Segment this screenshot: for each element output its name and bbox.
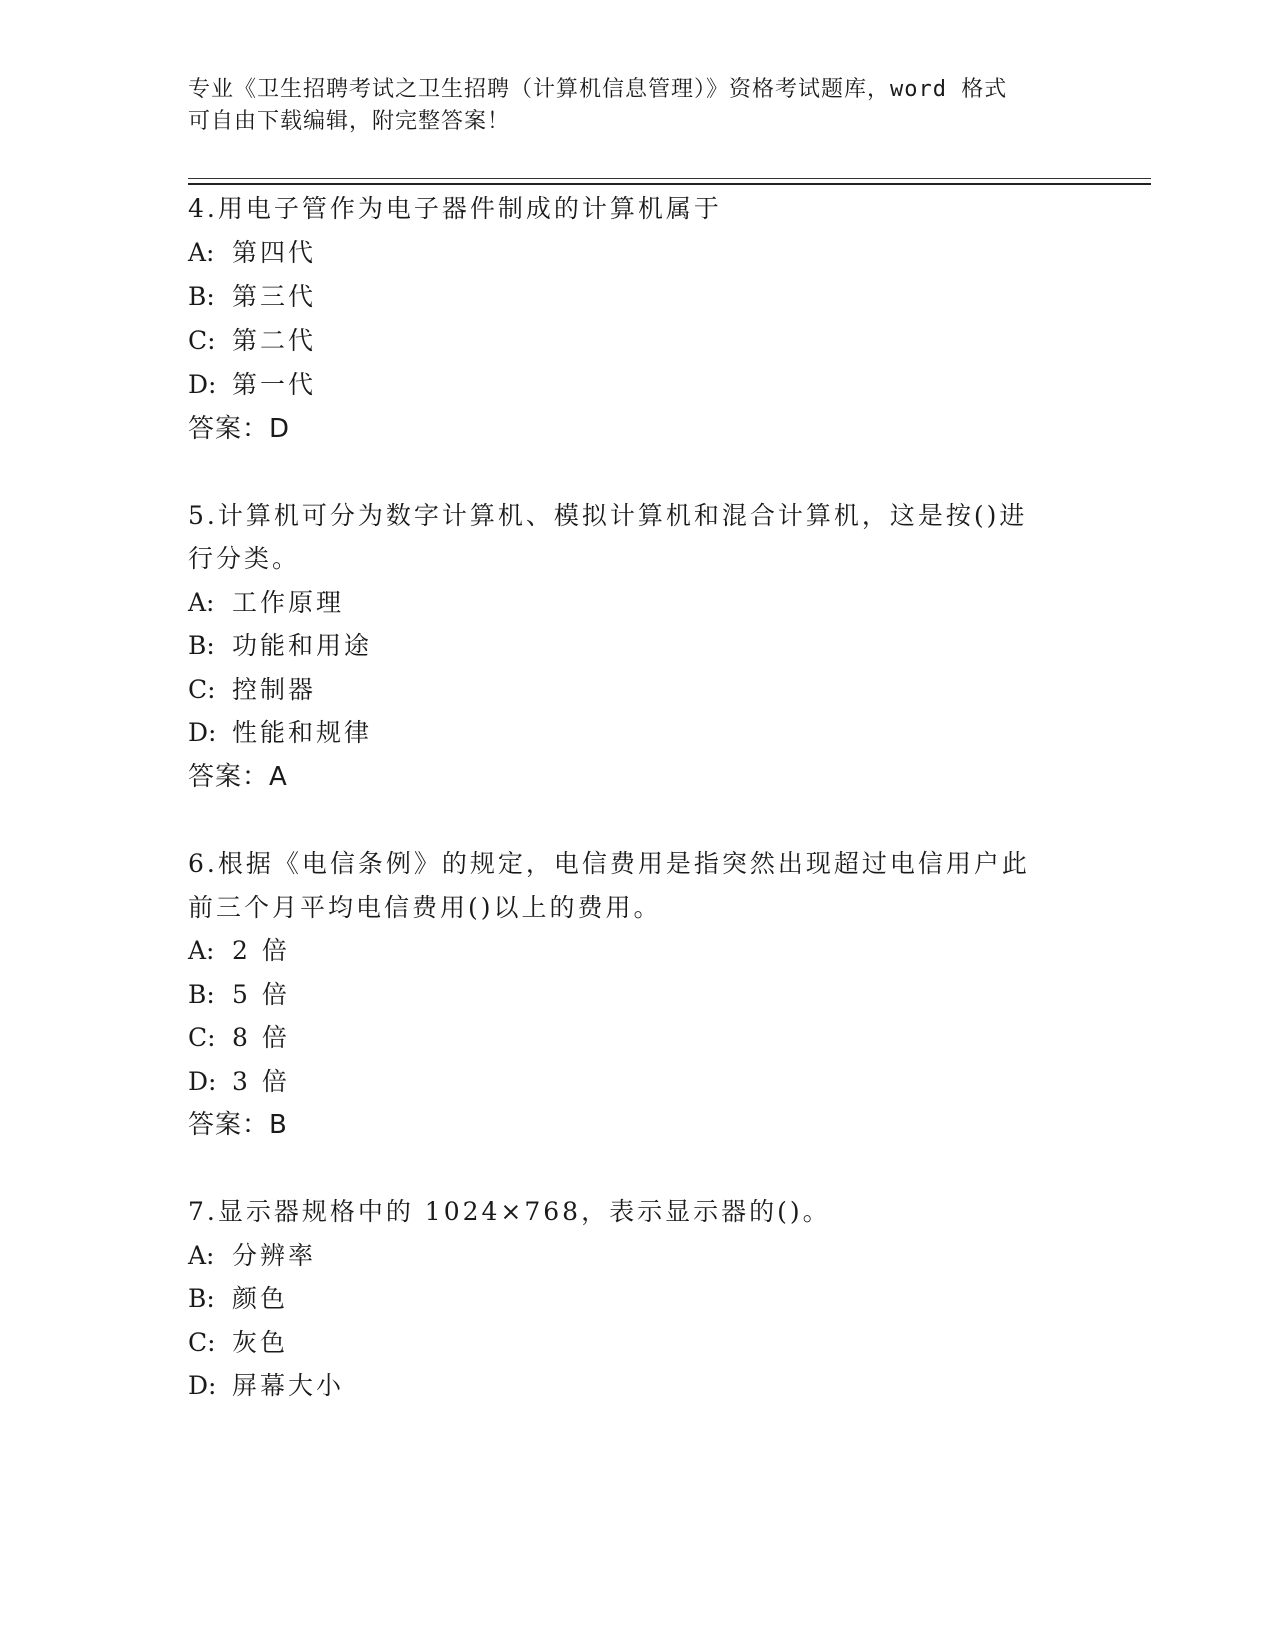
option-text: 2 倍 bbox=[232, 936, 290, 965]
option-text: 控制器 bbox=[232, 675, 317, 704]
question-4-option-c bbox=[188, 325, 316, 357]
question-7-option-a bbox=[188, 1240, 316, 1272]
option-letter: A: bbox=[188, 1241, 215, 1270]
option-text: 工作原理 bbox=[232, 588, 345, 617]
question-6-stem-line-2: 前三个月平均电信费用()以上的费用。 bbox=[188, 893, 662, 922]
question-5-stem-line-1: 5.计算机可分为数字计算机、模拟计算机和混合计算机，这是按()进 bbox=[188, 501, 1028, 530]
option-letter: C: bbox=[188, 675, 216, 704]
question-6-answer: 答案：B bbox=[188, 1110, 288, 1140]
question-5-option-c bbox=[188, 674, 316, 706]
question-4-stem: 4.用电子管作为电子器件制成的计算机属于 bbox=[188, 194, 722, 223]
option-letter: D: bbox=[188, 1371, 217, 1400]
option-text: 第二代 bbox=[232, 326, 317, 355]
option-text: 性能和规律 bbox=[232, 718, 373, 747]
question-7-stem: 7.显示器规格中的 1024×768，表示显示器的()。 bbox=[188, 1197, 831, 1226]
option-letter: C: bbox=[188, 1023, 216, 1052]
question-5-option-b bbox=[188, 630, 372, 662]
question-7-option-d bbox=[188, 1370, 344, 1402]
option-letter: B: bbox=[188, 980, 215, 1009]
option-text: 5 倍 bbox=[232, 980, 290, 1009]
document-header bbox=[188, 74, 1088, 138]
question-7-option-b bbox=[188, 1283, 288, 1315]
question-4-option-b bbox=[188, 281, 316, 313]
option-text: 8 倍 bbox=[232, 1023, 290, 1052]
question-4-answer: 答案：D bbox=[188, 414, 291, 444]
option-text: 屏幕大小 bbox=[232, 1371, 345, 1400]
option-text: 第四代 bbox=[232, 238, 317, 267]
header-divider-thick bbox=[188, 183, 1151, 185]
option-letter: C: bbox=[188, 326, 216, 355]
question-6-option-d bbox=[188, 1066, 290, 1098]
option-text: 第三代 bbox=[232, 282, 317, 311]
option-letter: A: bbox=[188, 936, 215, 965]
header-divider-thin bbox=[188, 178, 1151, 179]
option-text: 分辨率 bbox=[232, 1241, 317, 1270]
question-4-option-d bbox=[188, 369, 316, 401]
option-letter: C: bbox=[188, 1328, 216, 1357]
option-text: 3 倍 bbox=[232, 1067, 290, 1096]
question-6-option-a bbox=[188, 935, 290, 967]
header-line-1: 专业《卫生招聘考试之卫生招聘（计算机信息管理）》资格考试题库，word 格式 bbox=[188, 77, 1008, 102]
question-5-option-d bbox=[188, 717, 372, 749]
question-5-stem-line-2: 行分类。 bbox=[188, 544, 301, 573]
question-6-stem-line-1: 6.根据《电信条例》的规定，电信费用是指突然出现超过电信用户此 bbox=[188, 849, 1030, 878]
option-letter: A: bbox=[188, 238, 215, 267]
option-text: 颜色 bbox=[232, 1284, 289, 1313]
option-letter: D: bbox=[188, 718, 217, 747]
header-line-2: 可自由下载编辑，附完整答案！ bbox=[188, 109, 511, 134]
question-6-option-b bbox=[188, 979, 290, 1011]
option-letter: B: bbox=[188, 631, 215, 660]
option-letter: B: bbox=[188, 282, 215, 311]
option-letter: B: bbox=[188, 1284, 215, 1313]
question-7-option-c bbox=[188, 1327, 288, 1359]
option-letter: D: bbox=[188, 370, 217, 399]
question-5-answer: 答案：A bbox=[188, 762, 288, 792]
option-text: 功能和用途 bbox=[232, 631, 373, 660]
question-6-option-c bbox=[188, 1022, 290, 1054]
question-5-option-a bbox=[188, 587, 344, 619]
option-text: 灰色 bbox=[232, 1328, 289, 1357]
option-letter: A: bbox=[188, 588, 215, 617]
option-text: 第一代 bbox=[232, 370, 317, 399]
option-letter: D: bbox=[188, 1067, 217, 1096]
question-4-option-a bbox=[188, 237, 316, 269]
